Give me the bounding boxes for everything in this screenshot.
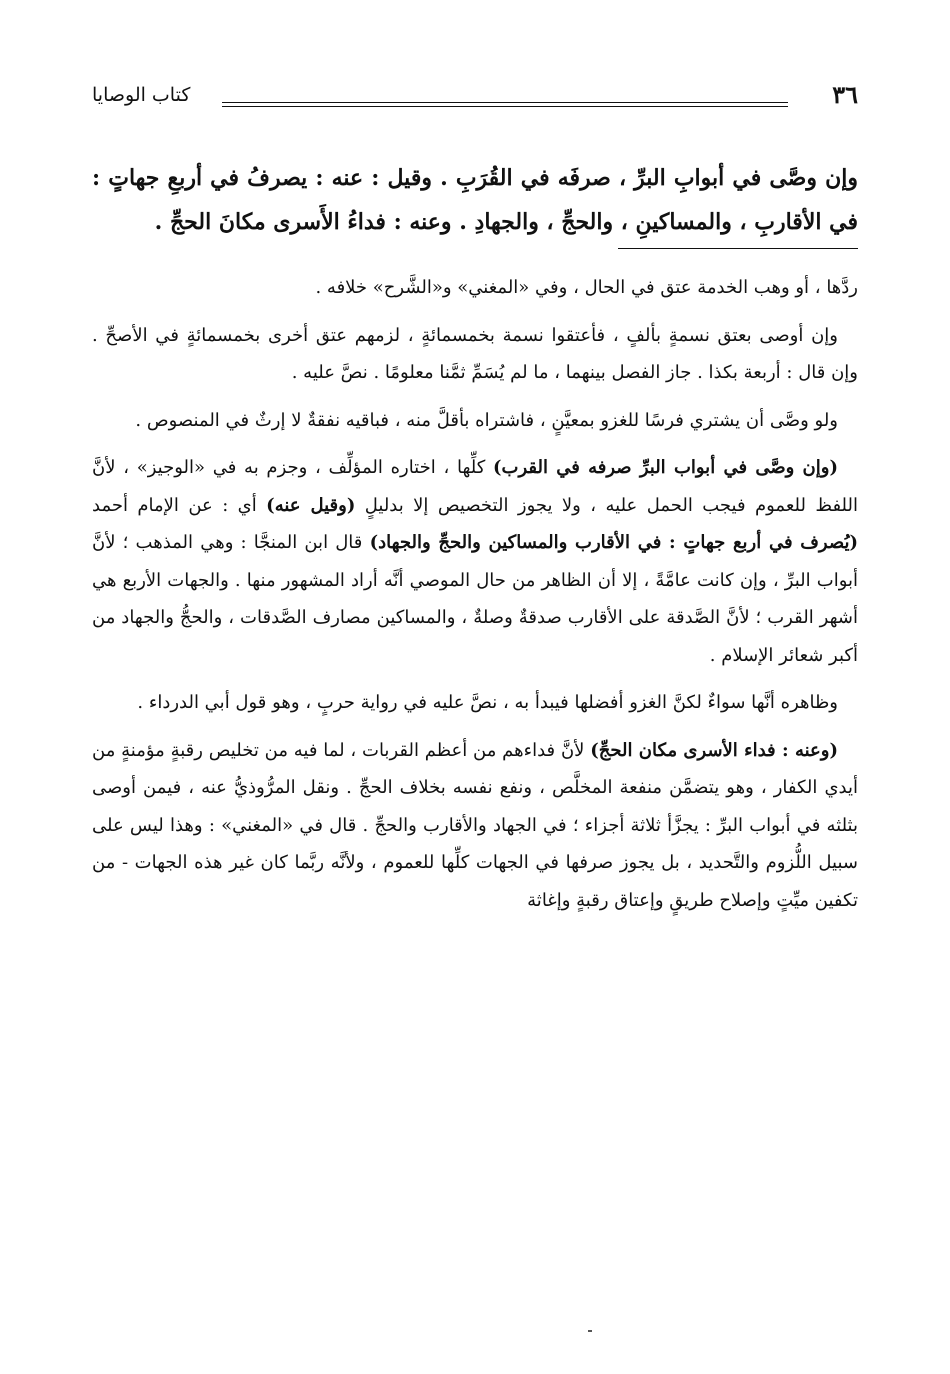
header-rule bbox=[222, 102, 788, 103]
commentary-paragraph-3: ولو وصَّى أن يشتري فرسًا للغزو بمعيَّنٍ ، فاشتراه بأقلَّ منه ، فباقيه نفقةٌ لا إرثٌ في المنصوص . bbox=[135, 409, 838, 431]
commentary-paragraph-1: ردَّها ، أو وهب الخدمة عتق في الحال ، وفي «المغني» و«الشَّرح» خلافه . bbox=[315, 277, 858, 298]
page-header bbox=[92, 70, 858, 118]
commentary bbox=[92, 269, 858, 919]
commentary-text: كلِّها ، اختاره المؤلِّف ، وجزم به في «الوجيز» ، لأنَّ اللفظ للعموم فيجب الحمل عليه ، ولا يجوز التخصيص إلا بدليلٍ bbox=[92, 457, 858, 516]
matn-separator-rule bbox=[618, 248, 858, 249]
commentary-paragraph-4 bbox=[92, 449, 858, 674]
commentary-paragraph-2: وإن أوصى بعتق نسمةٍ بألفٍ ، فأعتقوا نسمة بخمسمائةٍ ، لزمهم عتق أخرى بخمسمائةٍ في الأصحِّ . وإن قال : أربعة بكذا . جاز الفصل بينهما ، ما لم يُسَمِّ ثمَّنا معلومًا . نصَّ عليه . bbox=[92, 324, 858, 383]
footer-mark bbox=[588, 1330, 592, 1332]
commentary-text: لأنَّ فداءهم من أعظم القربات ، لما فيه من تخليص رقبةٍ مؤمنةٍ من أيدي الكفار ، وهو يتضمَّن منفعة المخلَّص ، ونفع نفسه بخلاف الحجِّ . ونقل المرُّوذيُّ عنه ، فيمن أوصى بثلثه في أبواب البرِّ : يجزَّأ ثلاثة أجزاء ؛ في الجهاد والأقارب والحجِّ . قال في «المغني» : وهذا ليس على سبيل اللُّزوم والتَّحديد ، بل يجوز صرفها في الجهات كلِّها للعموم ، ولأنَّه ربَّما كان غير هذه الجهات - من تكفين ميِّتٍ وإصلاح طريقٍ وإعتاق رقبةٍ وإغاثة bbox=[92, 739, 858, 911]
commentary-text: قال ابن المنجَّا : وهي المذهب ؛ لأنَّ أبواب البرِّ ، وإن كانت عامَّةً ، إلا أن الظاهر من حال الموصي أنَّه أراد المشهور منها . والجهات الأربع هي أشهر القرب ؛ لأنَّ الصَّدقة على الأقارب صدقةٌ وصلةٌ ، والمساكين مصارف الصَّدقات ، والحجُّ والجهاد من أكبر شعائر الإسلام . bbox=[92, 532, 858, 666]
book-page bbox=[92, 70, 858, 1334]
quoted-matn: (وعنه : فداء الأسرى مكان الحجِّ) bbox=[590, 739, 839, 761]
quoted-matn: (وقيل عنه) bbox=[266, 494, 356, 516]
commentary-paragraph-6 bbox=[92, 732, 858, 920]
commentary-paragraph-5: وظاهره أنَّها سواءٌ لكنَّ الغزو أفضلها فيبدأ به ، نصَّ عليه في رواية حربٍ ، وهو قول أبي الدرداء . bbox=[137, 692, 838, 713]
commentary-text: أي : عن الإمام أحمد bbox=[92, 494, 267, 516]
page-number: ٣٦ bbox=[832, 80, 858, 109]
quoted-matn: (وإن وصَّى في أبواب البرِّ صرفه في القرب) bbox=[493, 457, 838, 478]
matn-text: وإن وصَّى في أبوابِ البرِّ ، صرفَه في القُرَبِ . وقيل : عنه : يصرفُ في أربعِ جهاتٍ : في الأقاربِ ، والمساكينِ ، والحجِّ ، والجهادِ . وعنه : فداءُ الأَسرى مكانَ الحجِّ . bbox=[92, 165, 858, 235]
quoted-matn: (يُصرف في أربع جهاتٍ : في الأقارب والمساكين والحجِّ والجهاد) bbox=[369, 532, 858, 553]
running-title: كتاب الوصايا bbox=[92, 84, 191, 106]
